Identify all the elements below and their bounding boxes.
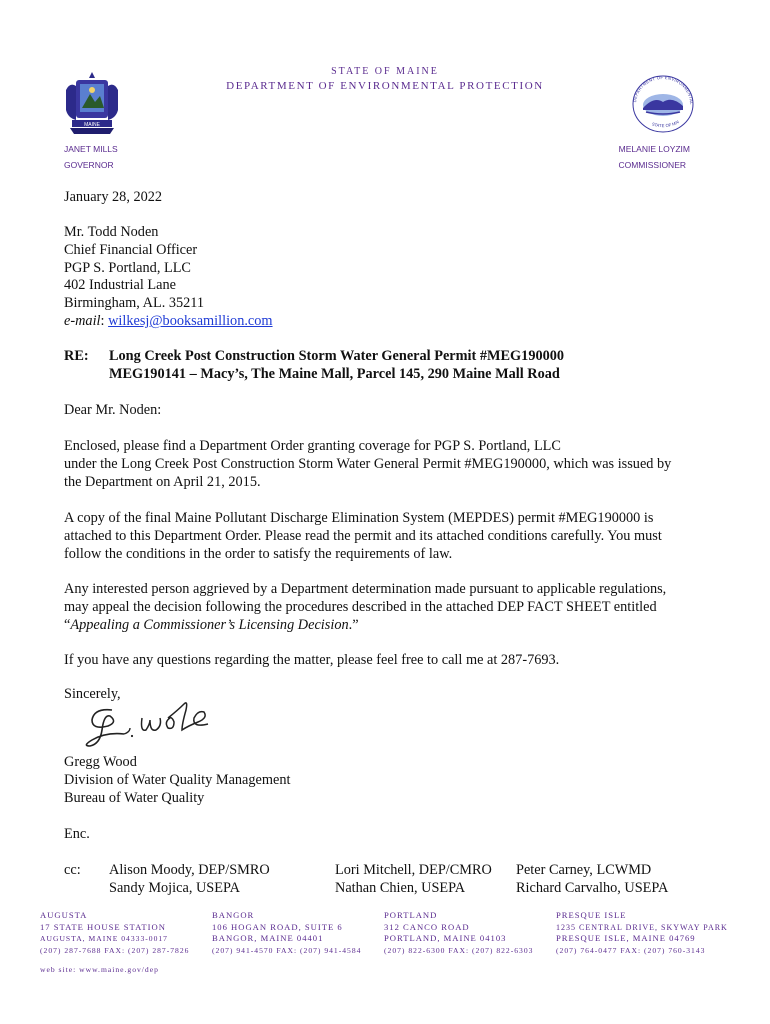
cc-column-1 [109, 862, 270, 898]
recipient-street: 402 Industrial Lane [64, 277, 176, 294]
governor-title: GOVERNOR [64, 160, 114, 170]
cc-entry: Sandy Mojica, USEPA [109, 879, 240, 896]
paragraph-2-line: A copy of the final Maine Pollutant Discharge Elimination System (MEPDES) permit #MEG190000 is [64, 510, 654, 526]
recipient-block [64, 224, 273, 331]
enclosure-note: Enc. [64, 826, 90, 842]
department-heading: DEPARTMENT OF ENVIRONMENTAL PROTECTION [226, 80, 544, 92]
salutation: Dear Mr. Noden: [64, 402, 162, 418]
state-heading: STATE OF MAINE [331, 66, 439, 77]
office-citystate: PORTLAND, MAINE 04103 [384, 933, 507, 943]
paragraph-2-line: follow the conditions in the order to satisfy the requirements of law. [64, 545, 453, 562]
cc-entry: Peter Carney, LCWMD [516, 862, 652, 878]
cc-label: cc: [64, 862, 81, 878]
office-street: 1235 CENTRAL DRIVE, SKYWAY PARK [556, 922, 728, 932]
office-portland [384, 910, 533, 956]
office-citystate: AUGUSTA, MAINE 04333-0017 [40, 934, 168, 943]
email-separator: : [100, 312, 109, 329]
cc-column-3 [516, 862, 668, 898]
re-line-2: MEG190141 – Macy’s, The Maine Mall, Parcel 145, 290 Maine Mall Road [109, 365, 560, 382]
quote-close: .” [348, 616, 359, 633]
paragraph-3-line: may appeal the decision following the procedures described in the attached DEP FACT SHEET entitled [64, 598, 657, 615]
commissioner-name: MELANIE LOYZIM [618, 144, 690, 154]
re-label: RE: [64, 348, 89, 364]
recipient-email-link[interactable]: wilkesj@booksamillion.com [108, 312, 273, 329]
handwritten-signature [84, 700, 214, 750]
office-presque-isle [556, 910, 728, 956]
signer-bureau: Bureau of Water Quality [64, 789, 205, 806]
recipient-company: PGP S. Portland, LLC [64, 259, 191, 276]
svg-text:MAINE: MAINE [84, 121, 100, 128]
office-phone: (207) 287-7688 FAX: (207) 287-7826 [40, 945, 190, 955]
dep-logo-text-bottom: STATE OF MAI [651, 119, 680, 129]
cc-column-2 [335, 862, 492, 898]
signer-name: Gregg Wood [64, 754, 137, 770]
office-street: 17 STATE HOUSE STATION [40, 921, 166, 932]
office-city: PORTLAND [384, 910, 438, 920]
office-street: 106 HOGAN ROAD, SUITE 6 [212, 921, 343, 932]
paragraph-3-line: Any interested person aggrieved by a Department determination made pursuant to applicable regulations, [64, 581, 667, 597]
office-city: AUGUSTA [40, 910, 88, 920]
recipient-city: Birmingham, AL. 35211 [64, 295, 205, 312]
recipient-name: Mr. Todd Noden [64, 224, 159, 240]
office-citystate: BANGOR, MAINE 04401 [212, 933, 324, 943]
commissioner-title: COMMISSIONER [618, 160, 686, 170]
cc-entry: Richard Carvalho, USEPA [516, 879, 669, 896]
recipient-email-line [64, 313, 273, 331]
paragraph-2-line: attached to this Department Order. Please read the permit and its attached conditions carefully. You must [64, 527, 662, 544]
office-bangor [212, 910, 361, 956]
office-phone: (207) 764-0477 FAX: (207) 760-3143 [556, 945, 706, 955]
office-phone: (207) 941-4570 FAX: (207) 941-4584 [212, 945, 362, 955]
paragraph-1-line: Enclosed, please find a Department Order granting coverage for PGP S. Portland, LLC [64, 438, 561, 454]
office-augusta [40, 910, 189, 956]
cc-entry: Lori Mitchell, DEP/CMRO [335, 862, 492, 878]
paragraph-1-line: the Department on April 21, 2015. [64, 473, 261, 490]
governor-name: JANET MILLS [64, 144, 118, 154]
website-link[interactable]: web site: www.maine.gov/dep [40, 965, 159, 974]
recipient-title: Chief Financial Officer [64, 241, 198, 258]
fact-sheet-title: Appealing a Commissioner’s Licensing Decision [70, 616, 349, 633]
office-city: PRESQUE ISLE [556, 910, 627, 920]
closing: Sincerely, [64, 686, 121, 702]
paragraph-3 [64, 581, 666, 634]
re-line-1: Long Creek Post Construction Storm Water General Permit #MEG190000 [109, 348, 565, 364]
paragraph-1-line: under the Long Creek Post Construction Storm Water General Permit #MEG190000, which was issued by [64, 455, 672, 472]
dep-logo-icon [624, 72, 702, 136]
email-label: e-mail [64, 312, 101, 329]
office-city: BANGOR [212, 910, 255, 920]
cc-entry: Nathan Chien, USEPA [335, 879, 466, 896]
paragraph-3-line-3 [64, 617, 666, 635]
quote-open: “ [64, 616, 71, 633]
cc-entry: Alison Moody, DEP/SMRO [109, 862, 270, 878]
dep-logo-text-top: DEPARTMENT OF ENVIRONMENTAL [632, 74, 695, 105]
signer-division: Division of Water Quality Management [64, 771, 291, 788]
paragraph-1 [64, 438, 671, 491]
signature-block [64, 754, 291, 807]
office-citystate: PRESQUE ISLE, MAINE 04769 [556, 933, 696, 943]
paragraph-2 [64, 510, 662, 563]
letter-date: January 28, 2022 [64, 189, 163, 205]
office-street: 312 CANCO ROAD [384, 921, 470, 932]
paragraph-4: If you have any questions regarding the matter, please feel free to call me at 287-7693. [64, 652, 560, 668]
office-phone: (207) 822-6300 FAX: (207) 822-6303 [384, 945, 534, 955]
re-subject [109, 348, 564, 384]
